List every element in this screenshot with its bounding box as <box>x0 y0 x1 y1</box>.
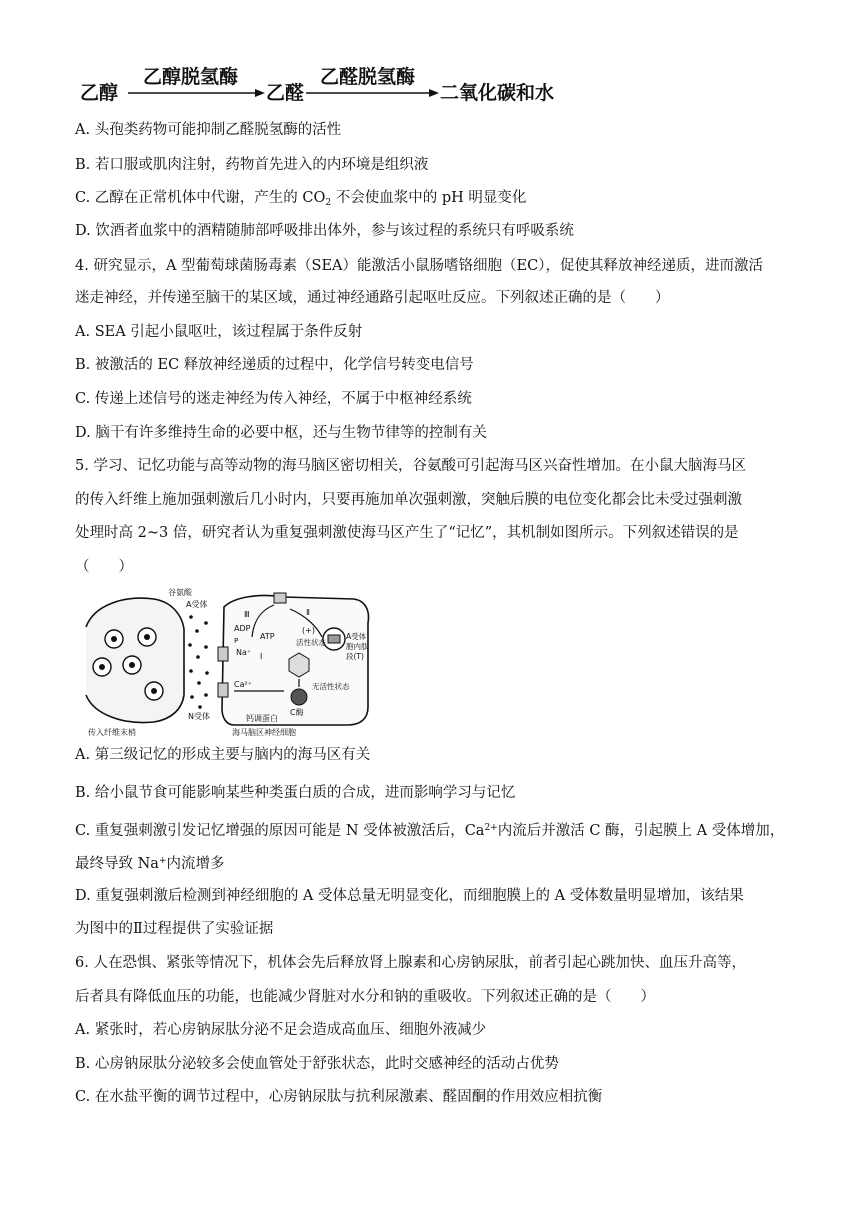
q6-option-a: A. 紧张时，若心房钠尿肽分泌不足会造成高血压、细胞外液减少 <box>75 1022 487 1038</box>
pathway-enzyme-2: 乙醛脱氢酶 <box>320 66 416 88</box>
label-atp: ATP <box>260 632 275 641</box>
synapse-mechanism-figure <box>84 587 374 737</box>
q4-option-d: D. 脑干有许多维持生命的必要中枢，还与生物节律等的控制有关 <box>75 425 487 441</box>
q5-option-a: A. 第三级记忆的形成主要与脑内的海马区有关 <box>75 747 371 763</box>
q3-option-d: D. 饮酒者血浆中的酒精随肺部呼吸排出体外，参与该过程的系统只有呼吸系统 <box>75 223 574 239</box>
label-roman-2: Ⅱ <box>306 608 310 617</box>
ethanol-metabolism-pathway <box>80 62 580 112</box>
q3-option-c-sub: 2 <box>325 198 332 208</box>
q4-option-a: A. SEA 引起小鼠呕吐，该过程属于条件反射 <box>75 324 363 340</box>
a-receptor-inserted <box>274 593 286 603</box>
q5-option-c-line-1 <box>75 818 784 841</box>
label-c-enzyme: C酶 <box>290 708 304 717</box>
a-receptor-membrane <box>218 647 228 661</box>
n-receptor-membrane <box>218 683 228 697</box>
q3-option-b: B. 若口服或肌肉注射，药物首先进入的内环境是组织液 <box>75 157 429 173</box>
q5-option-d-line-2: 为图中的Ⅱ过程提供了实验证据 <box>75 921 274 937</box>
pathway-arrowhead-2 <box>429 89 439 97</box>
q4-option-c: C. 传递上述信号的迷走神经为传入神经，不属于中枢神经系统 <box>75 391 472 407</box>
label-hippocampal: 海马脑区神经细胞 <box>232 728 296 737</box>
q4-option-b: B. 被激活的 EC 释放神经递质的过程中，化学信号转变电信号 <box>75 357 474 373</box>
q6-option-b: B. 心房钠尿肽分泌较多会使血管处于舒张状态，此时交感神经的活动占优势 <box>75 1056 559 1072</box>
q4-stem-line-2: 迷走神经，并传递至脑干的某区域，通过神经通路引起呕吐反应。下列叙述正确的是（ ） <box>75 290 670 306</box>
q5-option-d-line-1: D. 重复强刺激后检测到神经细胞的 A 受体总量无明显变化，而细胞膜上的 A 受体数量明显增加，该结果 <box>75 888 744 904</box>
q5-stem-line-4: （ ） <box>75 559 133 575</box>
q5-stem-line-1: 5. 学习、记忆功能与高等动物的海马脑区密切相关，谷氨酸可引起海马区兴奋性增加。在小鼠大脑海马区 <box>75 458 746 474</box>
pathway-ethanol: 乙醇 <box>80 82 119 104</box>
label-na: Na⁺ <box>236 648 252 657</box>
q3-option-c-pre: C. 乙醇在正常机体中代谢，产生的 CO <box>75 190 326 206</box>
q6-option-c: C. 在水盐平衡的调节过程中，心房钠尿肽与抗利尿激素、醛固酮的作用效应相抗衡 <box>75 1089 603 1105</box>
c-enzyme-inactive <box>291 689 307 705</box>
q5-option-c-l2-sup: + <box>158 856 167 866</box>
label-a-receptor-peptide-1: A受体 <box>346 632 367 641</box>
pathway-arrowhead-1 <box>255 89 265 97</box>
q5-option-b: B. 给小鼠节食可能影响某些种类蛋白质的合成，进而影响学习与记忆 <box>75 785 516 801</box>
label-p: P <box>234 637 239 645</box>
q4-stem-line-1: 4. 研究显示，A 型葡萄球菌肠毒素（SEA）能激活小鼠肠嗜铬细胞（EC），促使其释放神经递质，进而激活 <box>75 258 763 274</box>
q5-option-c-post: 内流后并激活 C 酶，引起膜上 A 受体增加， <box>497 823 785 839</box>
label-afferent: 传入纤维末梢 <box>88 728 136 737</box>
label-plus: (+) <box>302 626 315 635</box>
q5-option-c-line-2 <box>75 851 225 874</box>
q6-stem-line-2: 后者具有降低血压的功能，也能减少肾脏对水分和钠的重吸收。下列叙述正确的是（ ） <box>75 989 655 1005</box>
label-ca: Ca²⁺ <box>234 680 252 689</box>
q5-option-c-pre: C. 重复强刺激引发记忆增强的原因可能是 N 受体被激活后，Ca <box>75 823 485 839</box>
q3-option-c <box>75 188 526 213</box>
q6-stem-line-1: 6. 人在恐惧、紧张等情况下，机体会先后释放肾上腺素和心房钠尿肽，前者引起心跳加快、血压升高等， <box>75 955 746 971</box>
label-a-receptor-peptide-2: 胞内肽 <box>346 642 369 651</box>
vesicle-dot <box>151 688 157 694</box>
q5-option-c-sup: 2+ <box>484 823 498 833</box>
label-roman-3: Ⅲ <box>244 610 250 619</box>
label-active: 活性状态 <box>296 638 326 647</box>
label-calmodulin: 钙调蛋白 <box>246 714 278 723</box>
label-a-receptor-peptide-3: 段(T) <box>346 652 364 661</box>
glutamate-molecules <box>188 615 209 709</box>
a-receptor-vesicle-core <box>328 635 340 643</box>
pathway-enzyme-1: 乙醇脱氢酶 <box>143 66 239 88</box>
q5-option-c-l2-post: 内流增多 <box>166 856 225 872</box>
q5-stem-line-3: 处理时高 2~3 倍，研究者认为重复强刺激使海马区产生了“记忆”，其机制如图所示。下列叙述错误的是 <box>75 525 739 541</box>
vesicle-dot <box>99 664 105 670</box>
label-roman-1: Ⅰ <box>260 652 263 661</box>
label-glutamate: 谷氨酸 <box>168 588 192 597</box>
label-adp: ADP <box>234 624 251 633</box>
q3-option-c-post: 不会使血浆中的 pH 明显变化 <box>331 190 527 206</box>
label-inactive: 无活性状态 <box>312 682 350 691</box>
label-n-receptor: N受体 <box>188 712 210 721</box>
vesicle-dot <box>111 636 117 642</box>
q5-option-c-l2-pre: 最终导致 Na <box>75 856 159 872</box>
label-a-receptor: A受体 <box>186 600 208 609</box>
q3-option-a: A. 头孢类药物可能抑制乙醛脱氢酶的活性 <box>75 122 342 138</box>
pathway-acetaldehyde: 乙醛 <box>266 82 305 104</box>
pathway-product: 二氧化碳和水 <box>440 82 555 104</box>
q5-stem-line-2: 的传入纤维上施加强刺激后几小时内，只要再施加单次强刺激，突触后膜的电位变化都会比未受过强刺激 <box>75 492 742 508</box>
vesicle-dot <box>129 662 135 668</box>
vesicle-dot <box>144 634 150 640</box>
